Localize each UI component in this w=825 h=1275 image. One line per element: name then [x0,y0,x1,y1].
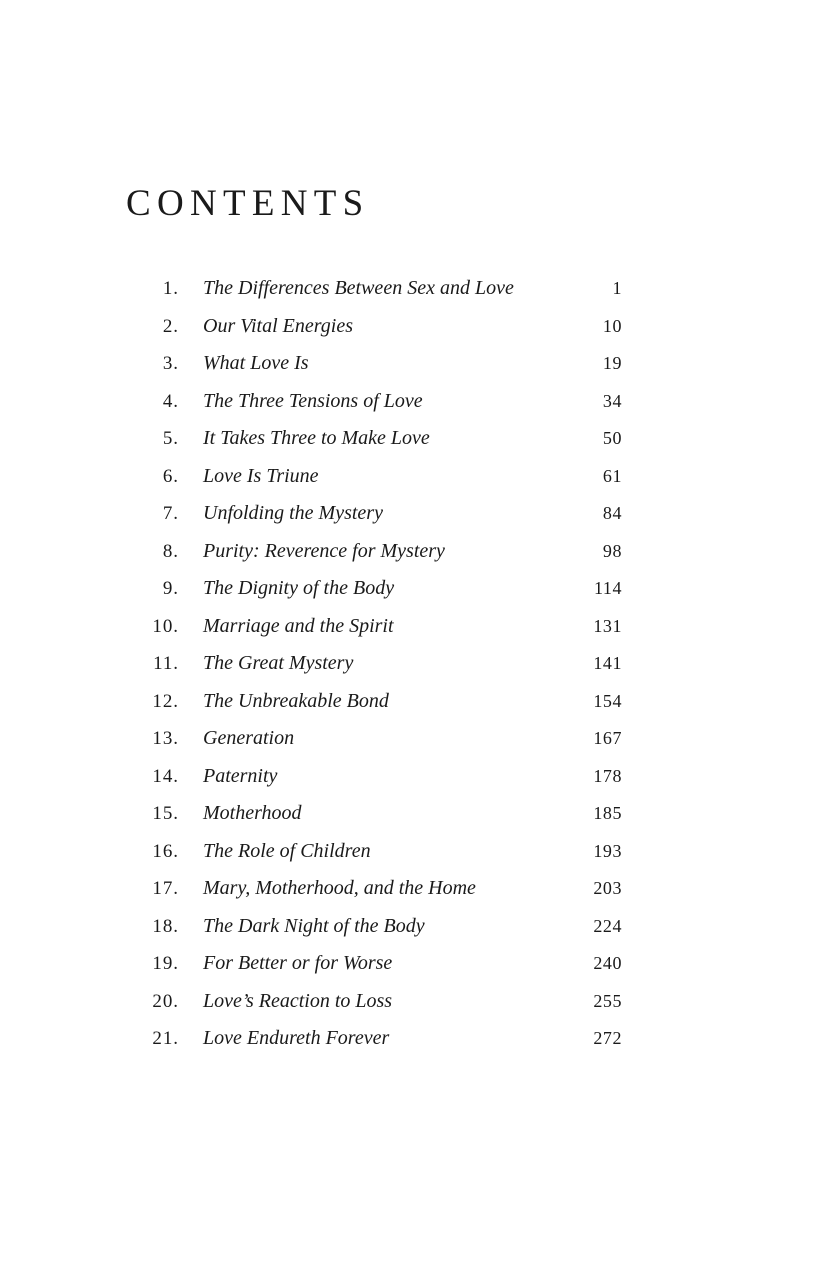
toc-entry [0,795,825,833]
toc-entry [0,495,825,533]
chapter-number: 12. [152,690,179,712]
chapter-number: 13. [152,728,179,749]
page-number: 203 [593,878,622,898]
chapter-title: The Unbreakable Bond [203,689,389,712]
chapter-number: 6. [162,465,179,487]
page-title: CONTENTS [126,183,370,224]
page-number: 224 [593,915,622,936]
page-number: 50 [602,428,622,448]
chapter-number: 4. [162,390,179,412]
toc-entry [0,533,825,571]
page-number: 114 [594,578,622,598]
page-number: 61 [602,465,622,486]
chapter-number: 1. [162,278,179,299]
chapter-title: Purity: Reverence for Mystery [203,539,445,562]
chapter-number: 5. [162,428,179,449]
table-of-contents [0,270,825,1058]
toc-entry [0,570,825,608]
page-number: 34 [602,390,622,411]
chapter-number: 11. [153,653,179,674]
toc-entry [0,645,825,683]
page-number: 98 [602,540,622,561]
chapter-number: 15. [152,803,179,824]
chapter-title: The Three Tensions of Love [203,389,423,412]
toc-entry [0,683,825,721]
chapter-number: 9. [162,578,179,599]
chapter-title: Our Vital Energies [203,314,353,337]
toc-entry [0,383,825,421]
toc-entry [0,983,825,1021]
toc-entry [0,870,825,908]
page-number: 131 [593,615,622,636]
chapter-title: The Differences Between Sex and Love [203,277,514,299]
page-number: 255 [593,990,622,1011]
chapter-title: Generation [203,727,295,749]
page-number: 193 [593,840,622,861]
chapter-title: The Great Mystery [203,652,354,674]
chapter-number: 8. [162,540,179,562]
chapter-number: 21. [152,1028,179,1049]
page-number: 178 [593,765,622,786]
toc-entry [0,345,825,383]
chapter-title: The Role of Children [203,839,371,862]
chapter-number: 16. [152,840,179,862]
chapter-title: It Takes Three to Make Love [203,427,430,449]
chapter-number: 18. [152,915,179,937]
chapter-number: 7. [162,503,179,524]
chapter-number: 10. [152,615,179,637]
toc-entry [0,308,825,346]
chapter-title: For Better or for Worse [203,952,393,974]
chapter-title: What Love Is [203,352,309,374]
chapter-title: Mary, Motherhood, and the Home [203,877,476,899]
toc-entry [0,458,825,496]
toc-entry [0,270,825,308]
page-number: 185 [593,803,622,823]
page-number: 141 [593,653,622,673]
chapter-title: The Dark Night of the Body [203,914,425,937]
chapter-number: 17. [152,878,179,899]
chapter-number: 20. [152,990,179,1012]
page-number: 19 [602,353,622,373]
page-number: 10 [602,315,622,336]
toc-entry [0,945,825,983]
chapter-title: Love Endureth Forever [203,1027,390,1049]
page-number: 272 [593,1028,622,1048]
toc-entry [0,1020,825,1058]
toc-entry [0,608,825,646]
page-number: 167 [593,728,622,748]
chapter-title: Paternity [203,764,278,787]
toc-entry [0,833,825,871]
chapter-title: Love’s Reaction to Loss [203,989,393,1012]
page-number: 240 [593,953,622,973]
chapter-title: Marriage and the Spirit [203,614,394,637]
chapter-title: Motherhood [203,802,302,824]
page-number: 1 [612,278,622,298]
toc-entry [0,908,825,946]
chapter-title: Love Is Triune [203,464,319,487]
chapter-title: Unfolding the Mystery [203,502,383,524]
chapter-title: The Dignity of the Body [203,577,395,599]
page-number: 154 [593,690,622,711]
chapter-number: 2. [162,315,179,337]
page-number: 84 [602,503,622,523]
chapter-number: 19. [152,953,179,974]
chapter-number: 14. [152,765,179,787]
toc-entry [0,720,825,758]
toc-entry [0,758,825,796]
toc-entry [0,420,825,458]
chapter-number: 3. [162,353,179,374]
